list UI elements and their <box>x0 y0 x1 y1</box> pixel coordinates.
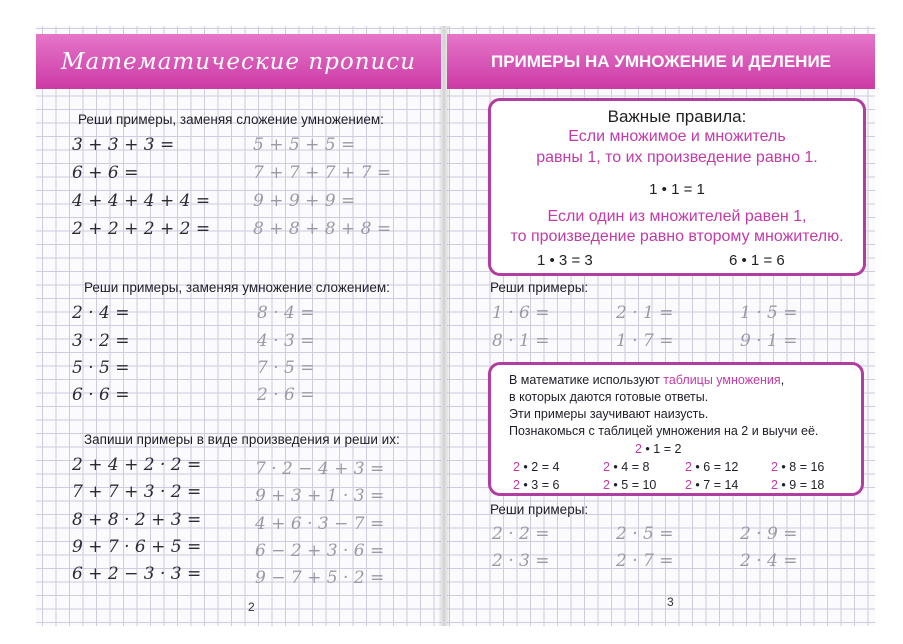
example-s1-c2-r1: 5 + 5 + 5 = <box>253 135 356 155</box>
solve1-r1-c2: 2 · 1 = <box>616 303 674 323</box>
solve1-label: Реши примеры: <box>490 280 589 295</box>
example-s3-c2-r4: 6 − 2 + 3 · 6 = <box>255 541 385 561</box>
left-page-number: 2 <box>248 600 255 614</box>
multiplication-table-box <box>488 362 864 496</box>
table-entry: 2 • 4 = 8 <box>603 460 650 474</box>
example-s1-c2-r3: 9 + 9 + 9 = <box>253 191 356 211</box>
table-entry: 2 • 8 = 16 <box>771 460 825 474</box>
table-entry: 2 • 7 = 14 <box>685 478 739 492</box>
rules-box <box>488 98 866 276</box>
table-intro-line1: В математике используют таблицы умножения, <box>509 373 785 387</box>
table-intro-line3: Эти примеры заучивают наизусть. <box>509 407 709 421</box>
example-s1-c1-r1: 3 + 3 + 3 = <box>72 135 175 155</box>
example-s3-c1-r3: 8 + 8 · 2 + 3 = <box>72 510 202 530</box>
rule1-example: 1 • 1 = 1 <box>649 181 705 198</box>
solve1-r2-c1: 8 · 1 = <box>492 331 550 351</box>
rule2-line2: то произведение равно второму множителю. <box>510 228 844 245</box>
example-s2-c1-r1: 2 · 4 = <box>72 303 130 323</box>
right-header-banner <box>447 34 875 89</box>
example-s3-c1-r1: 2 + 4 + 2 · 2 = <box>72 455 202 475</box>
table-intro-line4: Познакомься с таблицей умножения на 2 и выучи её. <box>509 424 819 438</box>
solve1-r1-c1: 1 · 6 = <box>492 303 550 323</box>
rule2-line1: Если один из множителей равен 1, <box>547 208 807 225</box>
table-entry: 2 • 9 = 18 <box>771 478 825 492</box>
example-s1-c2-r2: 7 + 7 + 7 + 7 = <box>253 163 392 183</box>
example-s2-c1-r4: 6 · 6 = <box>72 385 130 405</box>
example-s3-c2-r2: 9 + 3 + 1 · 3 = <box>255 486 385 506</box>
rule2-example-b: 6 • 1 = 6 <box>729 252 785 269</box>
solve2-r2-c1: 2 · 3 = <box>492 551 550 571</box>
left-header-title: Математические прописи <box>60 48 417 75</box>
example-s1-c1-r2: 6 + 6 = <box>72 163 139 183</box>
rule1-line2: равны 1, то их произведение равно 1. <box>536 149 818 166</box>
solve2-label: Реши примеры: <box>490 502 589 517</box>
example-s3-c1-r4: 9 + 7 · 6 + 5 = <box>72 537 202 557</box>
rule1-line1: Если множимое и множитель <box>568 128 786 145</box>
solve1-r2-c2: 1 · 7 = <box>616 331 674 351</box>
section1-instruction: Реши примеры, заменяя сложение умножением: <box>78 112 384 127</box>
example-s2-c2-r2: 4 · 3 = <box>257 331 315 351</box>
solve2-r2-c2: 2 · 7 = <box>616 551 674 571</box>
solve1-r1-c3: 1 · 5 = <box>740 303 798 323</box>
right-header-title: ПРИМЕРЫ НА УМНОЖЕНИЕ И ДЕЛЕНИЕ <box>490 51 832 71</box>
solve2-r1-c3: 2 · 9 = <box>740 524 798 544</box>
example-s3-c1-r5: 6 + 2 − 3 · 3 = <box>72 564 202 584</box>
table-entry: 2 • 2 = 4 <box>513 460 560 474</box>
rule2-example-a: 1 • 3 = 3 <box>537 252 593 269</box>
left-header-banner <box>36 34 441 89</box>
example-s3-c2-r3: 4 + 6 · 3 − 7 = <box>255 514 385 534</box>
example-s2-c2-r3: 7 · 5 = <box>257 358 315 378</box>
solve2-r2-c3: 2 · 4 = <box>740 551 798 571</box>
section3-instruction: Запиши примеры в виде произведения и реши их: <box>84 432 400 447</box>
solve1-r2-c3: 9 · 1 = <box>740 331 798 351</box>
example-s2-c2-r1: 8 · 4 = <box>257 303 315 323</box>
example-s3-c1-r2: 7 + 7 + 3 · 2 = <box>72 482 202 502</box>
right-page-number: 3 <box>667 595 674 609</box>
example-s2-c1-r2: 3 · 2 = <box>72 331 130 351</box>
example-s2-c2-r4: 2 · 6 = <box>257 385 315 405</box>
rules-title: Важные правила: <box>607 107 747 126</box>
example-s2-c1-r3: 5 · 5 = <box>72 358 130 378</box>
section2-instruction: Реши примеры, заменяя умножение сложением: <box>84 280 390 295</box>
book-spine <box>438 26 450 626</box>
solve2-r1-c1: 2 · 2 = <box>492 524 550 544</box>
solve2-r1-c2: 2 · 5 = <box>616 524 674 544</box>
example-s3-c2-r1: 7 · 2 − 4 + 3 = <box>255 459 385 479</box>
example-s1-c1-r4: 2 + 2 + 2 + 2 = <box>72 219 211 239</box>
table-entry: 2 • 1 = 2 <box>635 442 682 456</box>
table-entry: 2 • 6 = 12 <box>685 460 739 474</box>
table-intro-line2: в которых даются готовые ответы. <box>509 390 709 404</box>
example-s1-c2-r4: 8 + 8 + 8 + 8 = <box>253 219 392 239</box>
table-entry: 2 • 3 = 6 <box>513 478 560 492</box>
example-s1-c1-r3: 4 + 4 + 4 + 4 = <box>72 191 211 211</box>
example-s3-c2-r5: 9 − 7 + 5 · 2 = <box>255 568 385 588</box>
table-entry: 2 • 5 = 10 <box>603 478 657 492</box>
table-highlight: таблицы умножения <box>663 373 781 387</box>
